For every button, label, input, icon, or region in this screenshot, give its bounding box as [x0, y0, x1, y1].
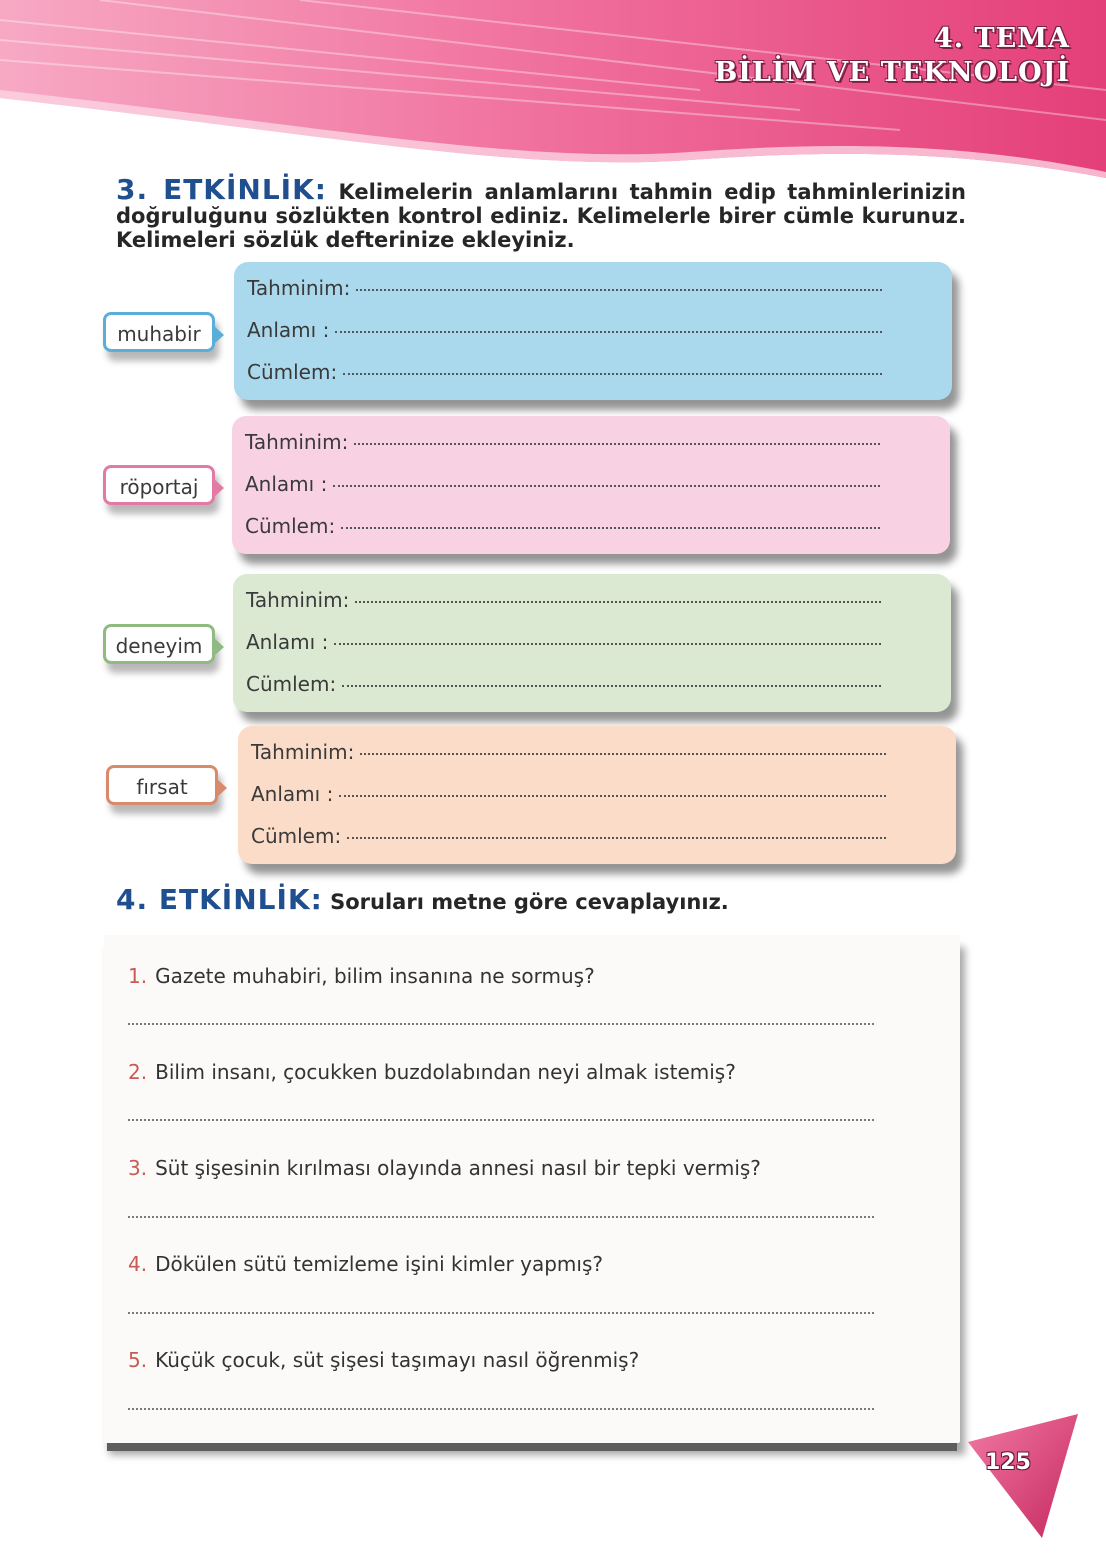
- guess-line[interactable]: Tahminim:: [246, 579, 881, 621]
- activity3-instruction: Kelimelerin anlamlarını tahmin edip tahminlerinizin doğruluğunu sözlükten kontrol ediniz. Kelimelerle birer cümle kurunuz. Kelimeleri sözlük defterinize ekleyiniz.: [116, 180, 967, 252]
- meaning-line[interactable]: Anlamı :: [247, 309, 882, 351]
- activity3-number: 3. ETKİNLİK:: [116, 173, 327, 206]
- page-number-badge: [960, 1410, 1085, 1545]
- word-tag-muhabir: muhabir: [103, 312, 215, 352]
- sentence-line[interactable]: Cümlem:: [245, 505, 880, 547]
- sentence-line[interactable]: Cümlem:: [246, 663, 881, 705]
- sentence-line[interactable]: Cümlem:: [251, 815, 886, 857]
- answer-line-2[interactable]: [128, 1118, 874, 1121]
- question-1: 1. Gazete muhabiri, bilim insanına ne sormuş?: [128, 964, 595, 988]
- activity4-instruction: Soruları metne göre cevaplayınız.: [330, 890, 729, 914]
- answer-line-1[interactable]: [128, 1022, 874, 1025]
- guess-line[interactable]: Tahminim:: [245, 421, 880, 463]
- guess-line[interactable]: Tahminim:: [247, 267, 882, 309]
- word-card-muhabir: [234, 262, 952, 400]
- theme-title: [714, 22, 1070, 90]
- activity4-heading: [116, 883, 966, 916]
- activity3-heading: [116, 173, 967, 252]
- question-2: 2. Bilim insanı, çocukken buzdolabından neyi almak istemiş?: [128, 1060, 736, 1084]
- meaning-line[interactable]: Anlamı :: [251, 773, 886, 815]
- theme-name: BİLİM VE TEKNOLOJİ: [714, 57, 1070, 88]
- word-card-deneyim: [233, 574, 951, 712]
- question-5: 5. Küçük çocuk, süt şişesi taşımayı nasıl öğrenmiş?: [128, 1348, 640, 1372]
- word-card-roportaj: [232, 416, 950, 554]
- meaning-line[interactable]: Anlamı :: [246, 621, 881, 663]
- answer-line-4[interactable]: [128, 1311, 874, 1314]
- meaning-line[interactable]: Anlamı :: [245, 463, 880, 505]
- sentence-line[interactable]: Cümlem:: [247, 351, 882, 393]
- word-tag-deneyim: deneyim: [103, 624, 215, 664]
- page-number: 125: [985, 1450, 1031, 1475]
- guess-line[interactable]: Tahminim:: [251, 731, 886, 773]
- answer-line-5[interactable]: [128, 1407, 874, 1410]
- word-tag-roportaj: röportaj: [103, 465, 215, 505]
- question-3: 3. Süt şişesinin kırılması olayında annesi nasıl bir tepki vermiş?: [128, 1156, 761, 1180]
- theme-number: 4. TEMA: [933, 23, 1070, 54]
- answer-line-3[interactable]: [128, 1215, 874, 1218]
- word-tag-firsat: fırsat: [106, 765, 218, 805]
- activity4-number: 4. ETKİNLİK:: [116, 883, 323, 916]
- word-card-firsat: [238, 726, 956, 864]
- question-4: 4. Dökülen sütü temizleme işini kimler yapmış?: [128, 1252, 603, 1276]
